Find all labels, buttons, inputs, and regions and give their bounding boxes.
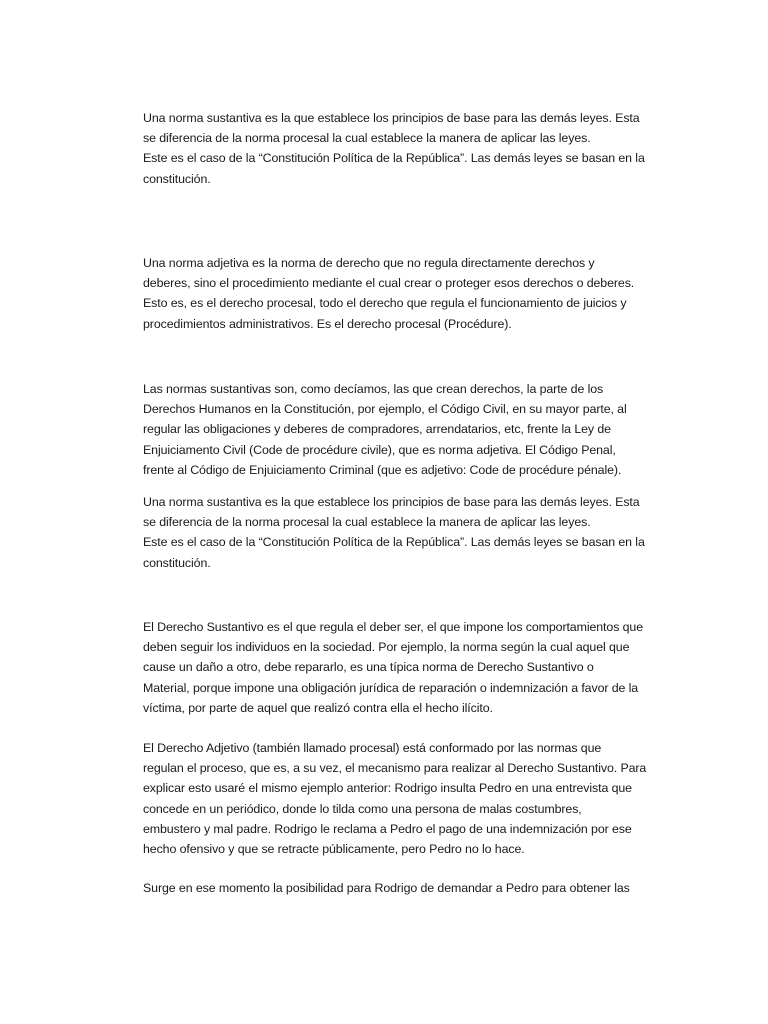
paragraph-norma-sustantiva-repeat: Una norma sustantiva es la que establece los principios de base para las demás leyes. Esta se diferencia de la norma procesal la cual establece la manera de aplicar las leyes. Este es el caso de la “Constitución Política de la República”. Las demás leyes se basan en la constitución. [143, 495, 645, 570]
paragraph-derecho-adjetivo: El Derecho Adjetivo (también llamado procesal) está conformado por las normas que regulan el proceso, que es, a su vez, el mecanismo para realizar al Derecho Sustantivo. Para explicar esto usaré el mismo ejemplo anterior: Rodrigo insulta Pedro en una entrevista que concede en un periódico, donde lo tilda como una persona de malas costumbres, embustero y mal padre. Rodrigo le reclama a Pedro el pago de una indemnización por ese hecho ofensivo y que se retracte públicamente, pero Pedro no lo hace. [143, 741, 647, 857]
paragraph-normas-sustantivas: Las normas sustantivas son, como decíamos, las que crean derechos, la parte de los Derechos Humanos en la Constitución, por ejemplo, el Código Civil, en su mayor parte, al regular las obligaciones y deberes de compradores, arrendatarios, etc, frente la Ley de Enjuiciamento Civil (Code de procédure civile), que es norma adjetiva. El Código Penal, frente al Código de Enjuiciamento Criminal (que es adjetivo: Code de procédure pénale). [143, 382, 627, 477]
paragraph-surge: Surge en ese momento la posibilidad para Rodrigo de demandar a Pedro para obtener las [143, 881, 630, 895]
paragraph-derecho-sustantivo: El Derecho Sustantivo es el que regula el deber ser, el que impone los comportamientos que deben seguir los individuos en la sociedad. Por ejemplo, la norma según la cual aquel que cause un daño a otro, debe repararlo, es una típica norma de Derecho Sustantivo o Material, porque impone una obligación jurídica de reparación o indemnización a favor de la víctima, por parte de aquel que realizó contra ella el hecho ilícito. [143, 620, 644, 715]
paragraph-norma-adjetiva: Una norma adjetiva es la norma de derecho que no regula directamente derechos y deberes, sino el procedimiento mediante el cual crear o proteger esos derechos o deberes. Esto es, es el derecho procesal, todo el derecho que regula el funcionamiento de juicios y procedimientos administrativos. Es el derecho procesal (Procédure). [143, 256, 635, 331]
paragraph-norma-sustantiva: Una norma sustantiva es la que establece los principios de base para las demás leyes. Esta se diferencia de la norma procesal la cual establece la manera de aplicar las leyes. Este es el caso de la “Constitución Política de la República”. Las demás leyes se basan en la constitución. [143, 111, 645, 186]
